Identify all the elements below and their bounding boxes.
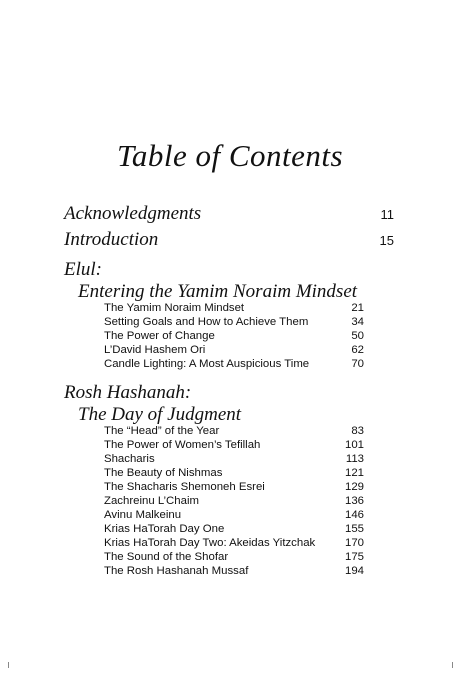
toc-item[interactable] (104, 301, 364, 315)
section-title-line2: The Day of Judgment (78, 404, 242, 425)
toc-item[interactable] (104, 438, 364, 452)
crop-mark (452, 662, 453, 668)
item-label: The Sound of the Shofar (104, 551, 229, 563)
item-page: 34 (351, 316, 364, 328)
item-label: Setting Goals and How to Achieve Them (104, 316, 309, 328)
item-page: 70 (351, 358, 364, 370)
item-label: The Beauty of Nishmas (104, 467, 223, 479)
item-page: 146 (344, 509, 364, 521)
toc-item[interactable] (104, 480, 364, 494)
section-title-line1: Elul: (64, 259, 102, 280)
item-page: 50 (351, 330, 364, 342)
toc-item[interactable] (104, 343, 364, 357)
toc-item[interactable] (104, 494, 364, 508)
item-page: 113 (345, 453, 364, 465)
item-page: 21 (351, 302, 364, 314)
entry-label: Acknowledgments (64, 203, 202, 224)
item-label: The Yamim Noraim Mindset (104, 302, 245, 314)
item-label: The Power of Change (104, 330, 215, 342)
toc-item[interactable] (104, 522, 364, 536)
page-title: Table of Contents (116, 138, 344, 173)
toc-item[interactable] (104, 564, 364, 578)
item-label: The Shacharis Shemoneh Esrei (104, 481, 265, 493)
section-items-elul (104, 301, 364, 371)
toc-item[interactable] (104, 550, 364, 564)
entry-page: 11 (380, 207, 394, 222)
toc-item[interactable] (104, 536, 364, 550)
toc-entry-acknowledgments[interactable] (64, 203, 394, 225)
item-page: 83 (351, 425, 364, 437)
item-page: 62 (351, 344, 364, 356)
toc-item[interactable] (104, 357, 364, 371)
section-title-line1: Rosh Hashanah: (64, 382, 192, 403)
crop-mark (8, 662, 9, 668)
item-label: Krias HaTorah Day One (104, 523, 225, 535)
item-label: Zachreinu L’Chaim (104, 495, 199, 507)
item-page: 194 (344, 565, 364, 577)
toc-entry-introduction[interactable] (64, 229, 394, 251)
section-title-line2: Entering the Yamim Noraim Mindset (78, 281, 358, 302)
item-label: Avinu Malkeinu (104, 509, 182, 521)
item-label: Candle Lighting: A Most Auspicious Time (104, 358, 310, 370)
section-items-rosh-hashanah (104, 424, 364, 578)
item-label: Shacharis (104, 453, 155, 465)
item-label: The “Head” of the Year (104, 425, 220, 437)
toc-item[interactable] (104, 329, 364, 343)
section-title-elul (64, 259, 357, 303)
item-label: Krias HaTorah Day Two: Akeidas Yitzchak (104, 537, 316, 549)
toc-item[interactable] (104, 315, 364, 329)
item-label: The Power of Women’s Tefillah (104, 439, 261, 451)
item-page: 170 (344, 537, 364, 549)
item-page: 129 (344, 481, 364, 493)
toc-item[interactable] (104, 466, 364, 480)
item-page: 121 (344, 467, 364, 479)
toc-item[interactable] (104, 508, 364, 522)
entry-page: 15 (379, 233, 394, 248)
item-page: 136 (344, 495, 364, 507)
section-title-rosh-hashanah (64, 382, 241, 426)
item-label: L’David Hashem Ori (104, 344, 206, 356)
item-label: The Rosh Hashanah Mussaf (104, 565, 249, 577)
item-page: 101 (344, 439, 364, 451)
toc-item[interactable] (104, 424, 364, 438)
item-page: 155 (344, 523, 364, 535)
toc-item[interactable] (104, 452, 364, 466)
item-page: 175 (344, 551, 364, 563)
entry-label: Introduction (64, 229, 159, 250)
